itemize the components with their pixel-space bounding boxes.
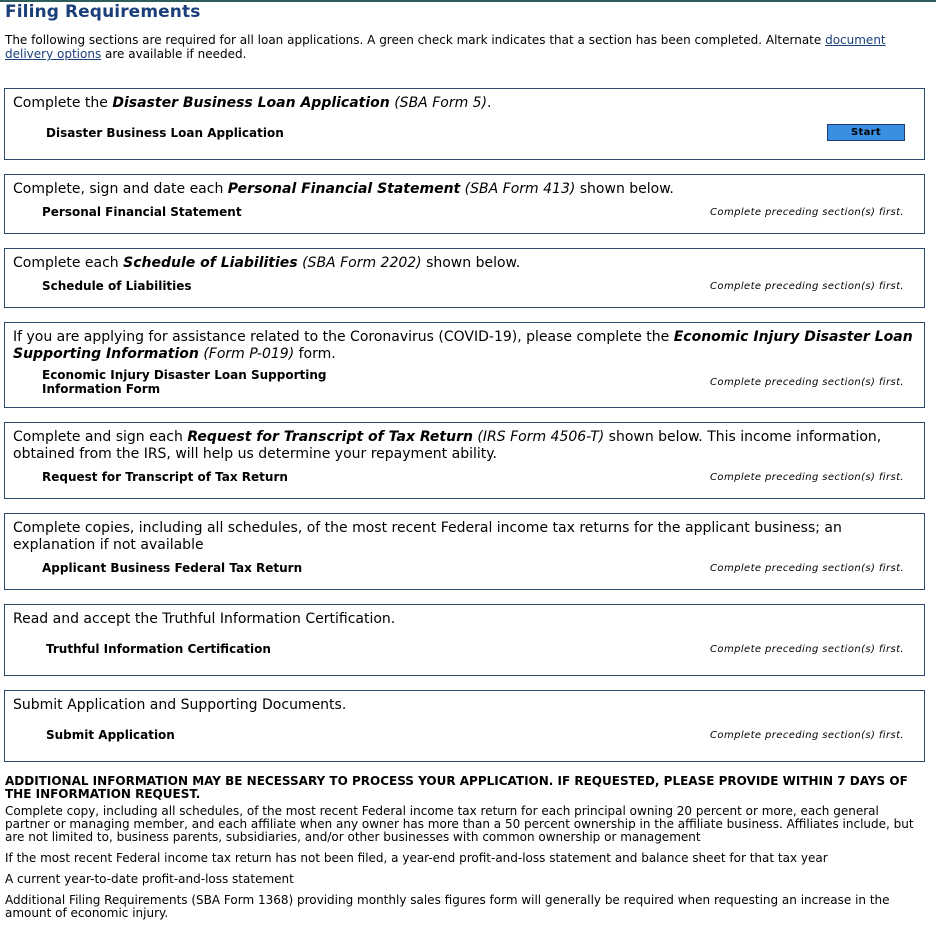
section-request-for-transcript bbox=[4, 422, 925, 499]
section-instructions: Submit Application and Supporting Documents. bbox=[13, 697, 347, 713]
section-status: Complete preceding section(s) first. bbox=[710, 472, 904, 483]
section-name: Submit Application bbox=[46, 728, 175, 742]
section-name: Applicant Business Federal Tax Return bbox=[42, 561, 303, 575]
instr-pre: Complete the bbox=[13, 95, 113, 111]
instr-post: shown below. This income information, obtained from the IRS, will help us determine your repayment ability. bbox=[13, 429, 882, 462]
additional-info-item: If the most recent Federal income tax return has not been filed, a year-end profit-and-loss statement and balance sheet for that tax year bbox=[5, 851, 828, 865]
section-status: Complete preceding section(s) first. bbox=[710, 730, 904, 741]
instr-post: shown below. bbox=[575, 181, 674, 197]
section-submit-application bbox=[4, 690, 925, 762]
section-status: Complete preceding section(s) first. bbox=[710, 377, 904, 388]
form-name: Schedule of Liabilities bbox=[123, 255, 298, 271]
form-name: Economic Injury Disaster Loan Supporting Information bbox=[13, 329, 913, 362]
section-status: Complete preceding section(s) first. bbox=[710, 563, 904, 574]
instr-post: . bbox=[487, 95, 492, 111]
intro-text-after: are available if needed. bbox=[101, 47, 247, 61]
form-name: Request for Transcript of Tax Return bbox=[187, 429, 473, 445]
instr-post: form. bbox=[294, 346, 336, 362]
document-delivery-options-link[interactable]: document delivery options bbox=[5, 33, 886, 61]
section-status: Complete preceding section(s) first. bbox=[710, 644, 904, 655]
additional-info-item: Complete copy, including all schedules, of the most recent Federal income tax return for each principal owning 20 percent or more, each general partner or managing member, and each affiliate when any owner has more than a 50 percent ownership in the affiliate business. Affiliates include, but are not limited to, business parents, subsidiaries, and/or other businesses with common ownership or management bbox=[5, 804, 914, 844]
start-button[interactable]: Start bbox=[827, 124, 905, 141]
intro-text-before: The following sections are required for all loan applications. A green check mark indicates that a section has been completed. Alternate bbox=[5, 33, 826, 47]
additional-info-heading: ADDITIONAL INFORMATION MAY BE NECESSARY TO PROCESS YOUR APPLICATION. IF REQUESTED, PLEASE PROVIDE WITHIN 7 DAYS OF THE INFORMATION REQUEST. bbox=[5, 774, 908, 801]
page-title: Filing Requirements bbox=[5, 2, 201, 22]
section-instructions bbox=[13, 255, 918, 272]
additional-info-item: Additional Filing Requirements (SBA Form 1368) providing monthly sales figures form will generally be required when requesting an increase in the amount of economic injury. bbox=[5, 893, 890, 920]
form-id: (SBA Form 2202) bbox=[297, 255, 422, 271]
section-instructions: Complete copies, including all schedules, of the most recent Federal income tax returns for the applicant business; an explanation if not available bbox=[13, 520, 842, 553]
form-name: Personal Financial Statement bbox=[227, 181, 461, 197]
form-id: (IRS Form 4506-T) bbox=[472, 429, 605, 445]
intro-text bbox=[5, 33, 920, 61]
section-business-federal-tax-return bbox=[4, 513, 925, 590]
additional-information bbox=[5, 775, 927, 928]
form-id: (SBA Form 5) bbox=[389, 95, 488, 111]
section-eidl-supporting-information bbox=[4, 322, 925, 408]
section-name: Personal Financial Statement bbox=[42, 205, 242, 219]
form-name: Disaster Business Loan Application bbox=[112, 95, 390, 111]
section-instructions bbox=[13, 95, 918, 112]
form-id: (SBA Form 413) bbox=[460, 181, 576, 197]
instr-pre: If you are applying for assistance related to the Coronavirus (COVID-19), please complete the bbox=[13, 329, 674, 345]
additional-info-item: A current year-to-date profit-and-loss statement bbox=[5, 872, 294, 886]
section-name: Request for Transcript of Tax Return bbox=[42, 470, 288, 484]
section-disaster-business-loan-application bbox=[4, 88, 925, 160]
section-schedule-of-liabilities bbox=[4, 248, 925, 308]
section-name: Schedule of Liabilities bbox=[42, 279, 192, 293]
section-truthful-information-certification bbox=[4, 604, 925, 676]
instr-pre: Complete and sign each bbox=[13, 429, 188, 445]
section-status: Complete preceding section(s) first. bbox=[710, 281, 904, 292]
instr-pre: Complete, sign and date each bbox=[13, 181, 228, 197]
form-id: (Form P-019) bbox=[198, 346, 295, 362]
section-personal-financial-statement bbox=[4, 174, 925, 234]
section-instructions: Read and accept the Truthful Information Certification. bbox=[13, 611, 396, 627]
section-status: Complete preceding section(s) first. bbox=[710, 207, 904, 218]
section-instructions bbox=[13, 181, 918, 198]
section-instructions bbox=[13, 429, 918, 463]
instr-pre: Complete each bbox=[13, 255, 124, 271]
section-name: Disaster Business Loan Application bbox=[46, 126, 284, 140]
section-instructions bbox=[13, 329, 918, 363]
section-name: Economic Injury Disaster Loan Supporting Information Form bbox=[42, 368, 327, 396]
instr-post: shown below. bbox=[421, 255, 521, 271]
section-name: Truthful Information Certification bbox=[46, 642, 271, 656]
